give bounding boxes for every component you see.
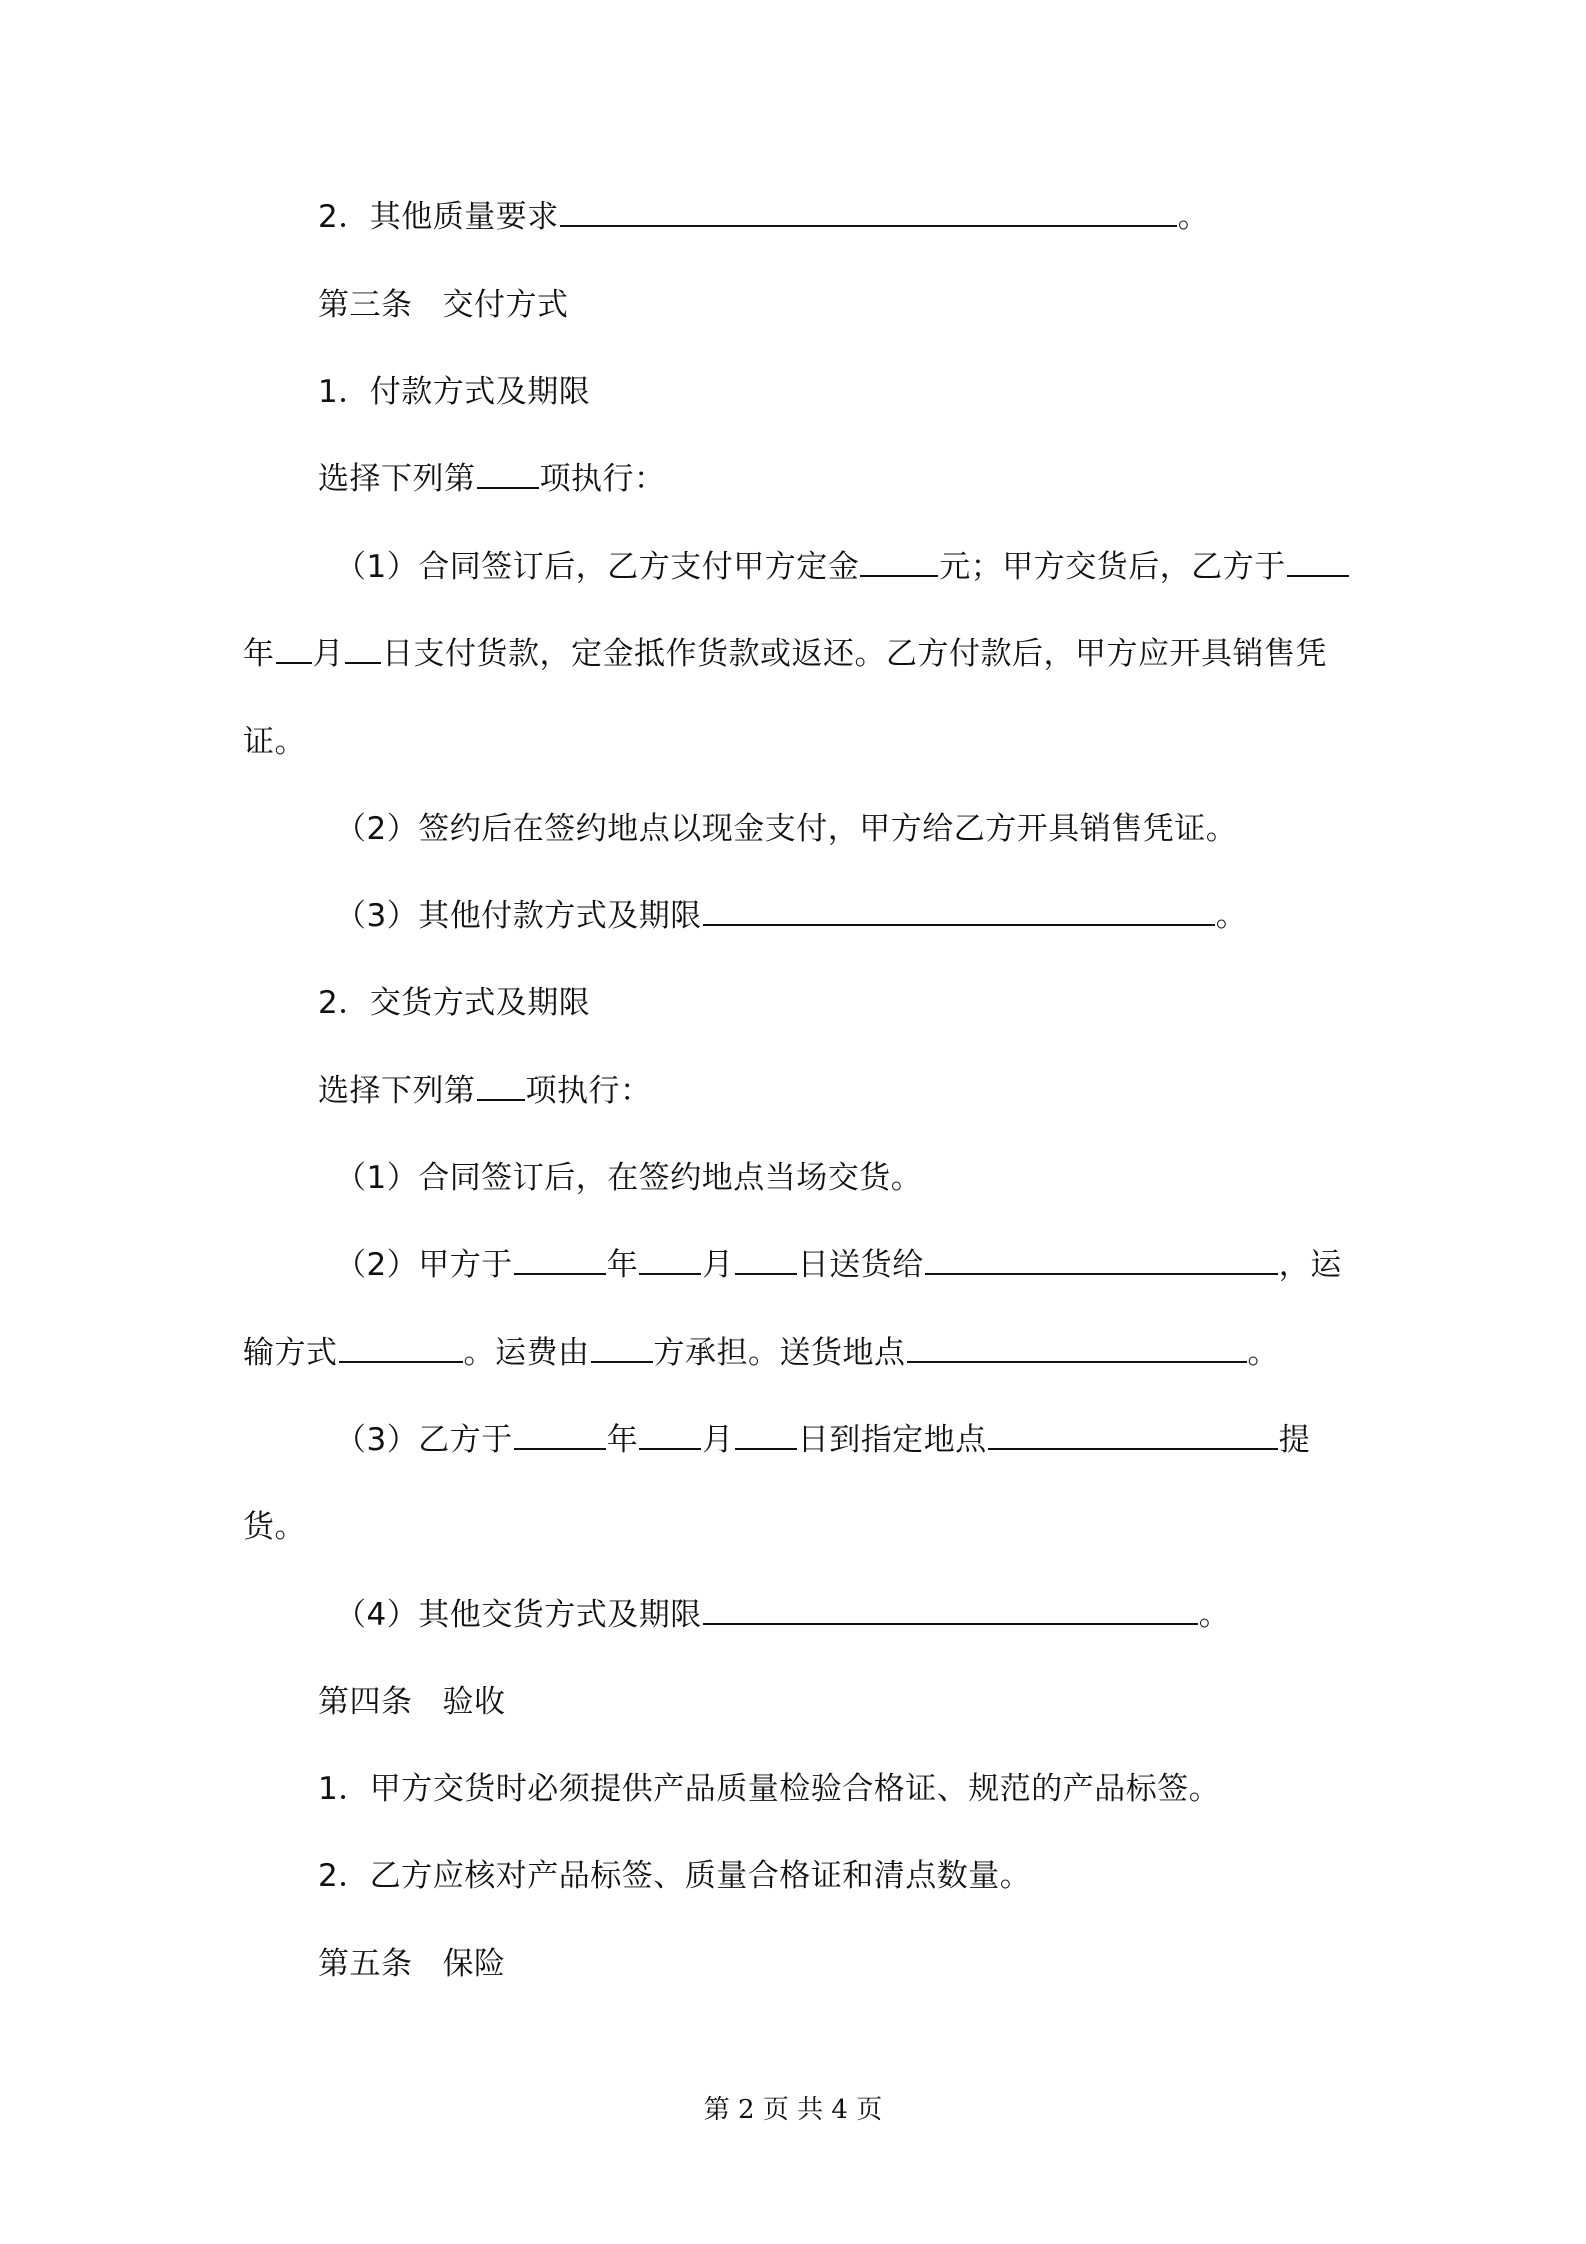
fill-blank <box>907 1331 1247 1363</box>
delivery-option-1: （1）合同签订后，在签约地点当场交货。 <box>335 1160 923 1196</box>
payment-option-2: （2）签约后在签约地点以现金支付，甲方给乙方开具销售凭证。 <box>335 811 1238 847</box>
quality-other-line: 2．其他质量要求 。 <box>318 195 1209 239</box>
fill-blank <box>477 1069 525 1101</box>
delivery-option-3-line-2: 货。 <box>243 1509 306 1545</box>
fill-blank <box>514 1243 606 1275</box>
fill-blank <box>703 1593 1198 1625</box>
fill-blank <box>276 632 312 664</box>
payment-option-3: （3）其他付款方式及期限 。 <box>335 894 1247 938</box>
delivery-option-2-line-1: （2）甲方于 年 月 日送货给 ，运 <box>335 1243 1342 1287</box>
fill-blank <box>1287 545 1349 577</box>
delivery-option-2-line-2: 输方式 。运费由 方承担。送货地点 。 <box>243 1331 1279 1375</box>
page-footer: 第 2 页 共 4 页 <box>703 2095 883 2125</box>
fill-blank <box>514 1418 606 1450</box>
fill-blank <box>639 1243 701 1275</box>
fill-blank <box>560 195 1177 227</box>
payment-option-1-line-1: （1）合同签订后，乙方支付甲方定金 元；甲方交货后，乙方于 <box>335 545 1350 589</box>
article-4-heading: 第四条 验收 <box>318 1684 506 1720</box>
fill-blank <box>339 1331 463 1363</box>
fill-blank <box>639 1418 701 1450</box>
fill-blank <box>345 632 381 664</box>
payment-option-1-line-3: 证。 <box>243 724 306 760</box>
quality-other-label: 2．其他质量要求 <box>318 199 559 235</box>
delivery-choose-line: 选择下列第 项执行： <box>318 1069 652 1113</box>
article-5-heading: 第五条 保险 <box>318 1946 506 1982</box>
fill-blank <box>925 1243 1278 1275</box>
acceptance-1: 1．甲方交货时必须提供产品质量检验合格证、规范的产品标签。 <box>318 1771 1221 1807</box>
delivery-option-4: （4）其他交货方式及期限 。 <box>335 1593 1230 1637</box>
acceptance-2: 2．乙方应核对产品标签、质量合格证和清点数量。 <box>318 1858 1032 1894</box>
fill-blank <box>860 545 938 577</box>
delivery-option-3-line-1: （3）乙方于 年 月 日到指定地点 提 <box>335 1418 1310 1462</box>
fill-blank <box>703 894 1215 926</box>
payment-heading: 1．付款方式及期限 <box>318 374 591 410</box>
delivery-heading: 2．交货方式及期限 <box>318 985 591 1021</box>
fill-blank <box>988 1418 1278 1450</box>
article-3-heading: 第三条 交付方式 <box>318 287 569 323</box>
fill-blank <box>477 457 539 489</box>
payment-option-1-line-2: 年 月 日支付货款，定金抵作货款或返还。乙方付款后，甲方应开具销售凭 <box>243 632 1327 676</box>
fill-blank <box>735 1243 797 1275</box>
payment-choose-line: 选择下列第 项执行： <box>318 457 666 501</box>
fill-blank <box>591 1331 653 1363</box>
fill-blank <box>735 1418 797 1450</box>
